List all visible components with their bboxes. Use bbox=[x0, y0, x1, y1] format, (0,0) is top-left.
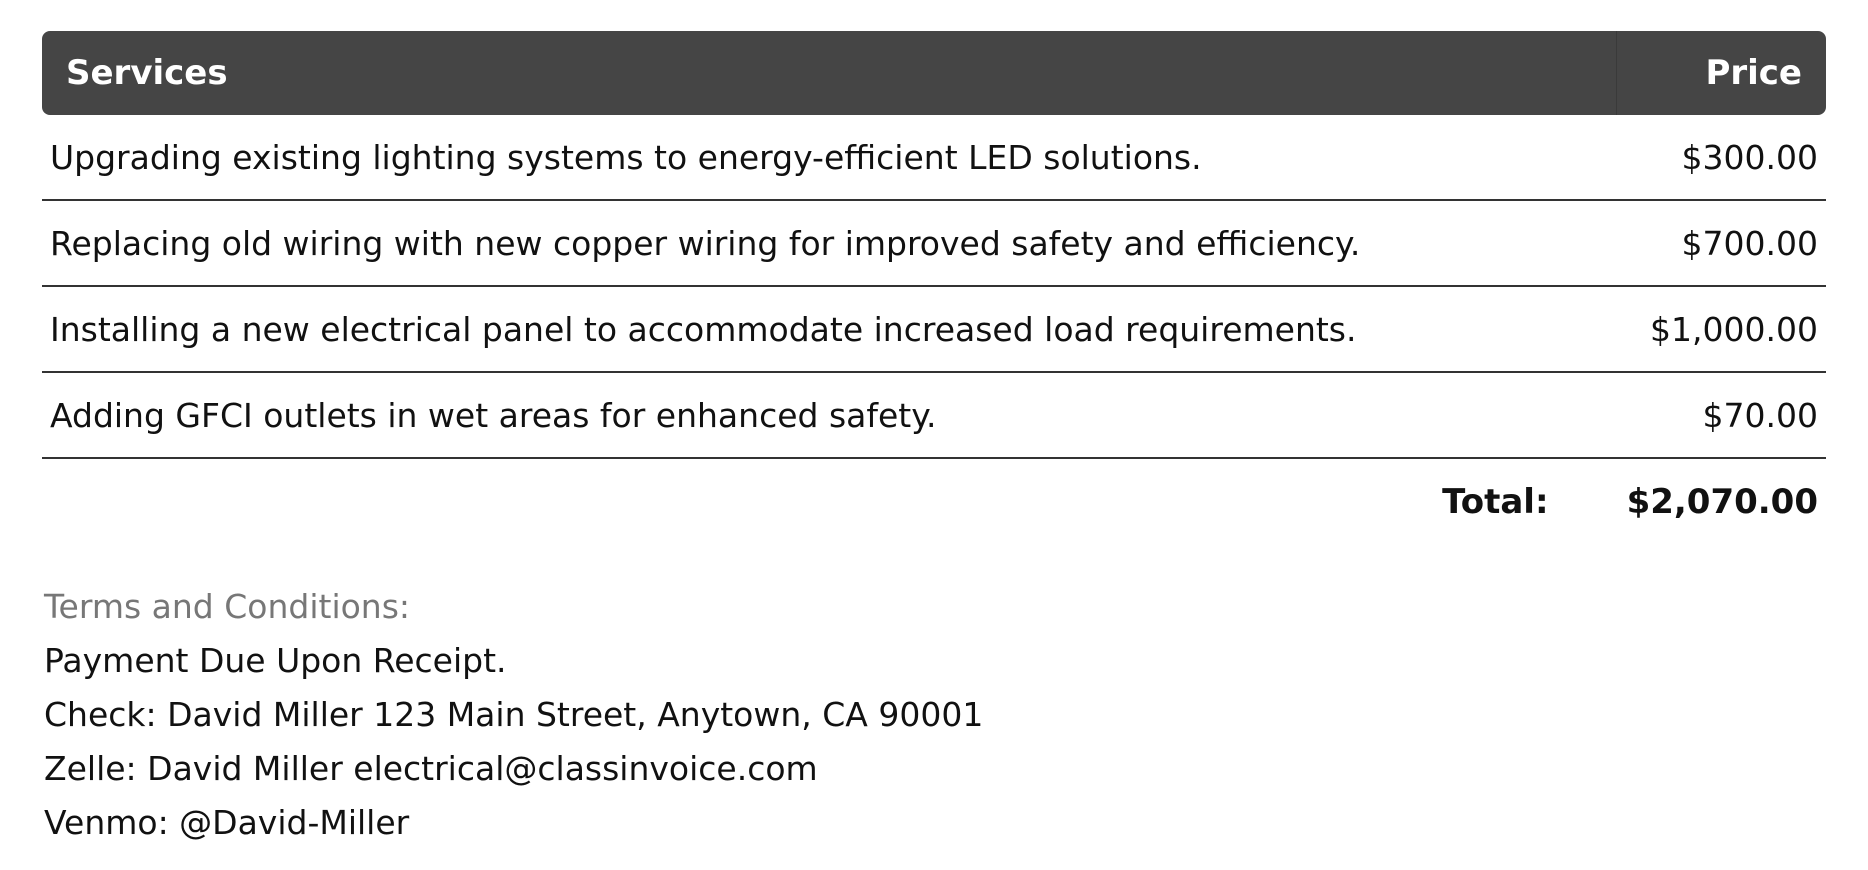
terms-and-conditions bbox=[44, 580, 983, 850]
service-description: Installing a new electrical panel to accommodate increased load requirements. bbox=[42, 287, 1616, 373]
terms-heading: Terms and Conditions: bbox=[44, 587, 411, 626]
total-row bbox=[42, 459, 1826, 545]
service-description: Adding GFCI outlets in wet areas for enhanced safety. bbox=[42, 373, 1616, 459]
terms-zelle-info: Zelle: David Miller electrical@classinvoice.com bbox=[44, 749, 818, 788]
table-row bbox=[42, 287, 1826, 373]
total-label: Total: bbox=[1442, 482, 1549, 522]
terms-payment-due: Payment Due Upon Receipt. bbox=[44, 641, 507, 680]
services-table bbox=[42, 31, 1826, 459]
table-row bbox=[42, 373, 1826, 459]
service-price: $70.00 bbox=[1616, 373, 1826, 459]
service-description: Upgrading existing lighting systems to energy-efficient LED solutions. bbox=[42, 115, 1616, 201]
service-price: $1,000.00 bbox=[1616, 287, 1826, 373]
total-value: $2,070.00 bbox=[1626, 482, 1818, 522]
terms-venmo-info: Venmo: @David-Miller bbox=[44, 803, 410, 842]
table-row bbox=[42, 201, 1826, 287]
price-column-header: Price bbox=[1616, 31, 1826, 115]
header-row bbox=[42, 31, 1826, 115]
services-table-header bbox=[42, 31, 1826, 115]
services-column-header: Services bbox=[42, 31, 1616, 115]
services-table-body bbox=[42, 115, 1826, 459]
service-description: Replacing old wiring with new copper wiring for improved safety and efficiency. bbox=[42, 201, 1616, 287]
service-price: $300.00 bbox=[1616, 115, 1826, 201]
terms-check-info: Check: David Miller 123 Main Street, Anytown, CA 90001 bbox=[44, 695, 984, 734]
service-price: $700.00 bbox=[1616, 201, 1826, 287]
table-row bbox=[42, 115, 1826, 201]
invoice-services-section bbox=[42, 31, 1826, 545]
